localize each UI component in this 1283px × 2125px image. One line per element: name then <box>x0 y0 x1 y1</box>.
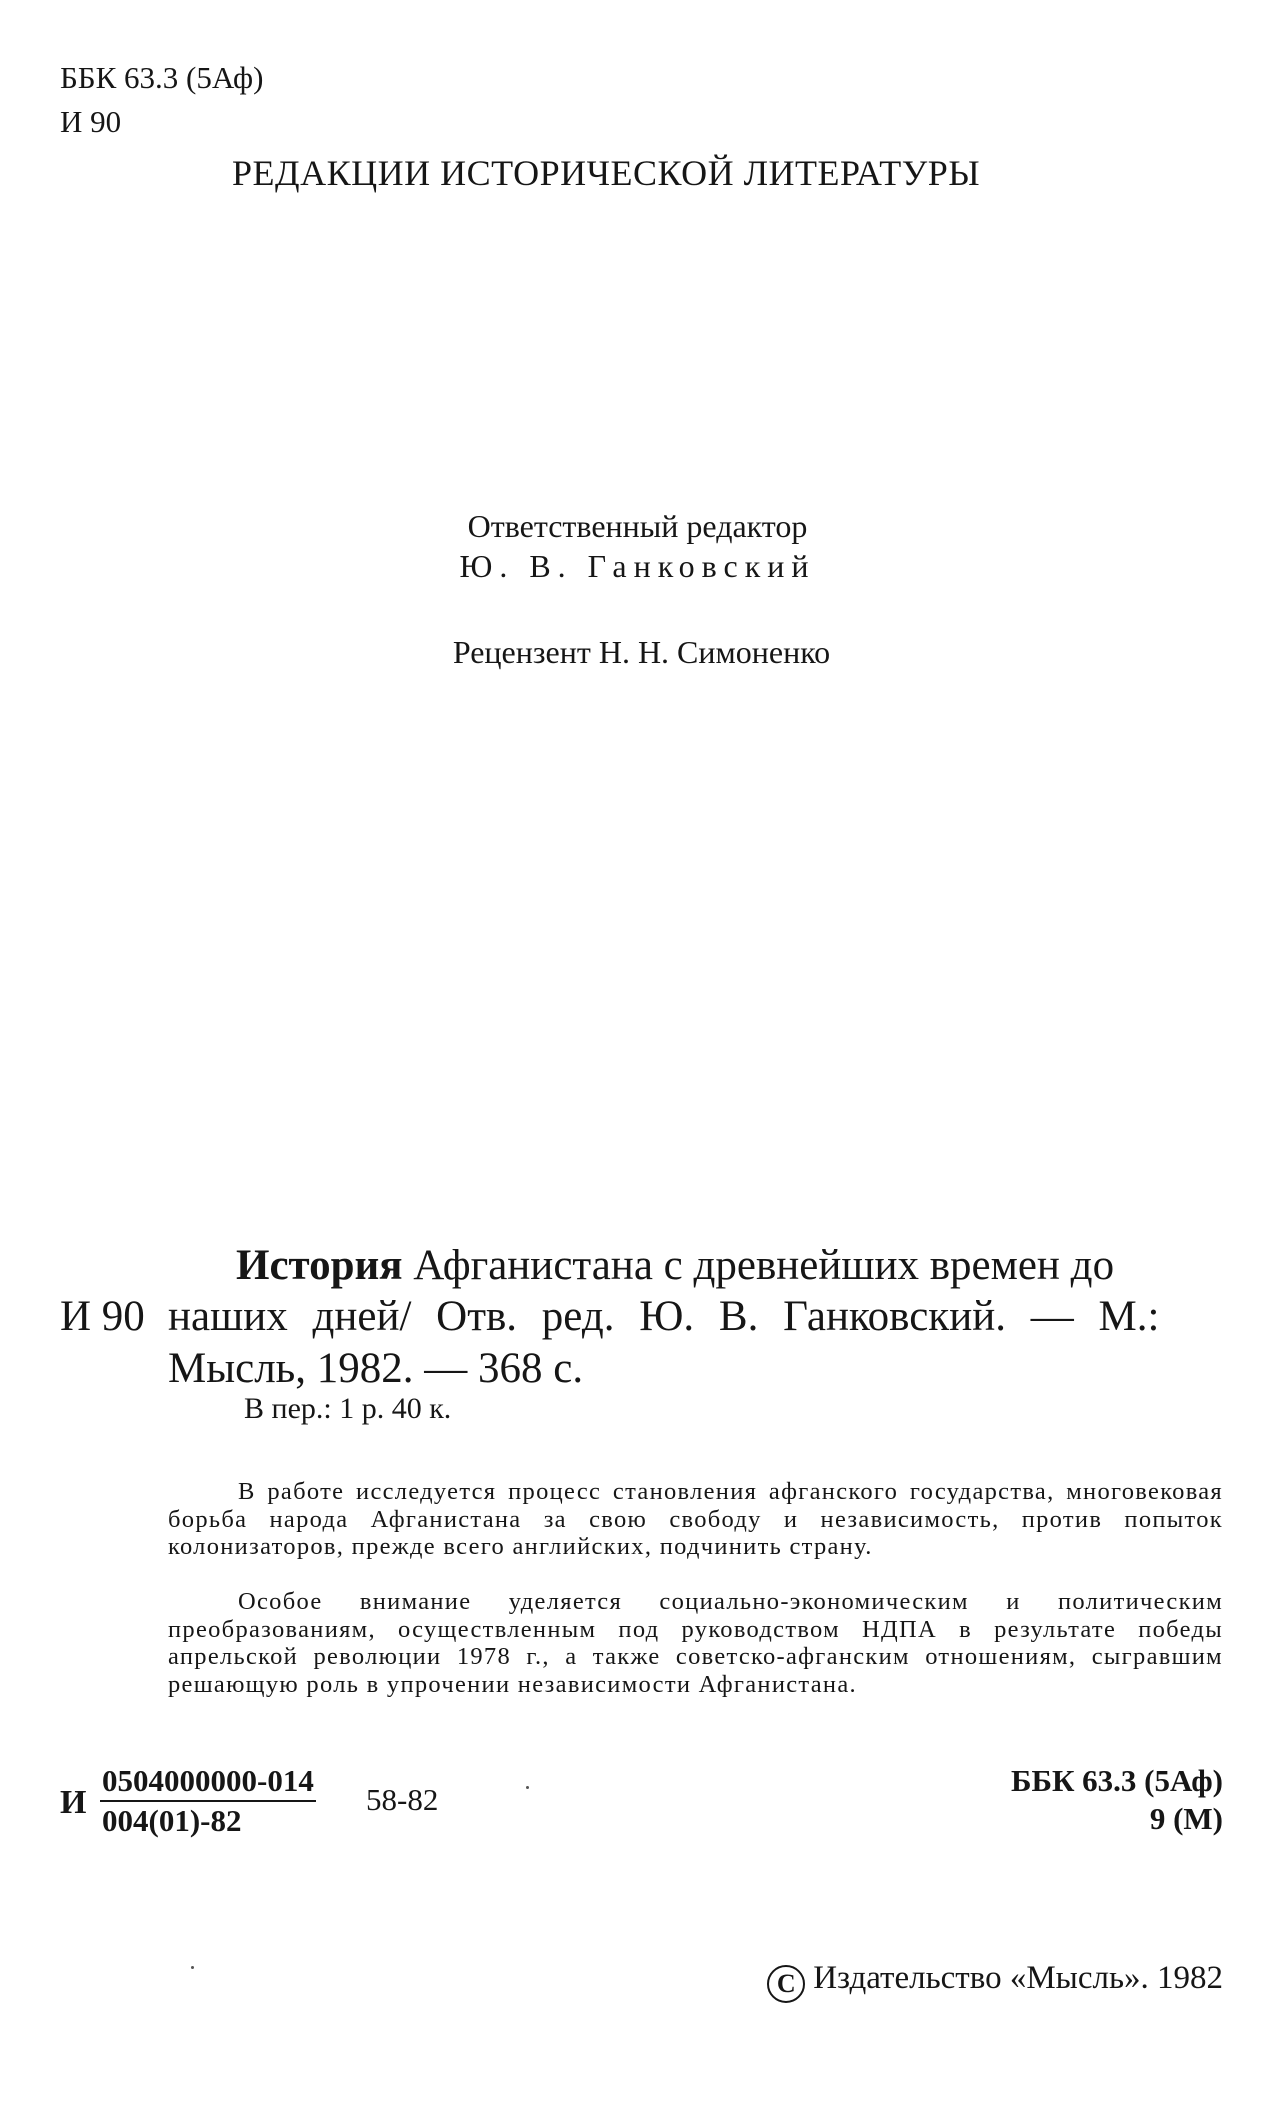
citation-cipher: И 90 <box>60 1293 145 1340</box>
print-speck <box>526 1786 529 1789</box>
annotation-paragraph-2: Особое внимание уделяется социально-экономическим и политическим преобразованиям, осуществленным под руководством НДПА в результате победы апрельской революции 1978 г., а также советско-афганским отношениям, сыгравшим решающую роль в упрочении независимости Афганистана. <box>168 1588 1223 1698</box>
citation-line-2: наших дней/ Отв. ред. Ю. В. Ганковский. — М.: <box>168 1293 1160 1340</box>
print-speck <box>191 1966 194 1969</box>
publication-index-fraction <box>100 1762 316 1840</box>
citation-line-3: Мысль, 1982. — 368 с. <box>168 1345 584 1392</box>
bbk-code: ББК 63.3 (5Аф) <box>60 60 264 95</box>
editor-role: Ответственный редактор <box>467 508 808 544</box>
publication-index-letter: И <box>60 1784 87 1821</box>
citation-line-1 <box>236 1240 1114 1292</box>
order-number: 58-82 <box>366 1782 439 1817</box>
book-title-rest: Афганистана с древнейших времен до <box>402 1242 1115 1289</box>
reviewer-line: Рецензент Н. Н. Симоненко <box>452 634 831 670</box>
book-title-bold: История <box>236 1242 403 1289</box>
copyright-icon: C <box>767 1965 805 2003</box>
index-numerator: 0504000000-014 <box>100 1762 316 1802</box>
bbk-bottom-code: ББК 63.3 (5Аф) <box>1010 1763 1223 1798</box>
bbk-code-block <box>60 56 263 144</box>
index-denominator: 004(01)-82 <box>102 1803 242 1838</box>
library-cipher: И 90 <box>60 104 122 139</box>
editor-name: Ю. В. Ганковский <box>459 548 816 584</box>
copyright-line <box>767 1960 1223 2003</box>
bbk-bottom-sub: 9 (М) <box>1149 1801 1223 1836</box>
bbk-bottom-block <box>1011 1762 1223 1838</box>
copyright-text: Издательство «Мысль». 1982 <box>813 1960 1223 1996</box>
department-title: РЕДАКЦИИ ИСТОРИЧЕСКОЙ ЛИТЕРАТУРЫ <box>232 153 981 193</box>
price-line: В пер.: 1 р. 40 к. <box>244 1392 452 1425</box>
annotation-paragraph-1: В работе исследуется процесс становления афганского государства, многовековая борьба народа Афганистана за свою свободу и независимость, против попыток колонизаторов, прежде всего английских, подчинить страну. <box>168 1478 1223 1560</box>
